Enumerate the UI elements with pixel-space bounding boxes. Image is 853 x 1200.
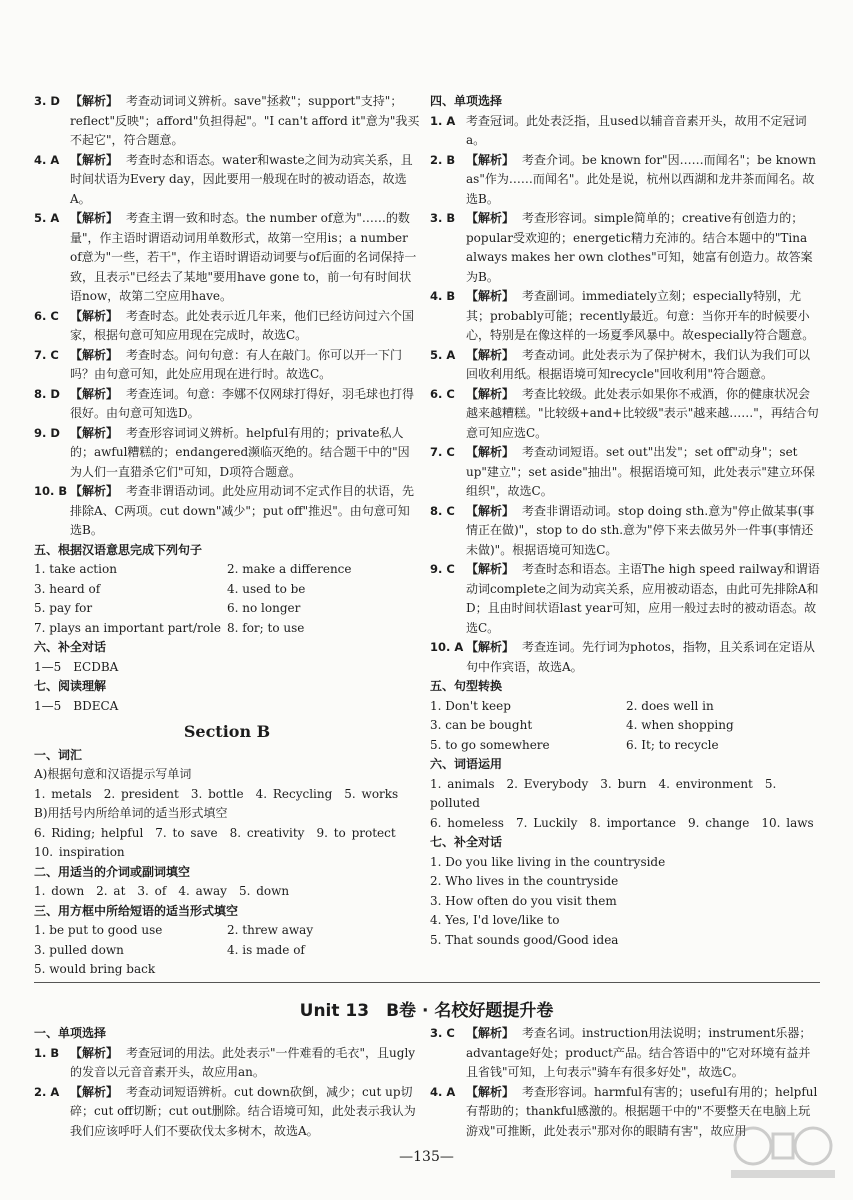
answer-cell: 3. heard of [34,581,101,596]
answer-number: 7. C [34,347,59,362]
answer-number: 6. C [430,386,455,401]
answer-item [34,151,420,210]
answer-item [430,385,822,444]
sub-heading: B)用括号内所给单词的适当形式填空 [34,806,228,820]
answer-explanation: 考查动词短语。set out"出发"；set off"动身"；set up"建立"；set aside"抽出"。根据语境可知，此处表示"建立环保组织"，故选C。 [466,445,815,498]
page-number: —135— [399,1149,454,1165]
answer-cell: 2. make a difference [227,562,352,576]
answer-item [34,209,420,307]
answer-explanation: 考查连词。句意：李娜不仅网球打得好，羽毛球也打得很好。由句意可知选D。 [70,386,415,420]
answer-number: 3. C [430,1026,455,1040]
answer-explanation: 考查非谓语动词。stop doing sth.意为"停止做某事(事情正在做)"，stop to do sth.意为"停下来去做另外一件事(事情还未做)"。根据语境可知选C。 [466,503,815,557]
analysis-tag: 【解析】 [466,211,515,225]
analysis-tag: 【解析】 [70,386,119,401]
answer-number: 2. B [430,152,456,167]
answer-explanation: 考查动词短语辨析。cut down砍倒，减少；cut up切碎；cut off切断；cut out删除。结合语境可知，此处表示我认为我们应该呼吁人们不要砍伐太多树木，故选A。 [70,1084,416,1138]
answer-cell: 6. no longer [227,601,301,615]
answer-number: 7. C [430,445,455,459]
answer-row [430,697,822,717]
answer-explanation: 考查时态和语态。主语The high speed railway和谓语动词complete之间为动宾关系，应用被动语态，由此可先排除A和D；且由时间状语last year可知，应用一般过去时的被动语态。故选C。 [466,562,820,635]
section-heading: 一、单项选择 [34,1026,107,1040]
answer-item [34,385,420,424]
answer-number: 8. C [430,503,455,518]
analysis-tag: 【解析】 [466,347,515,362]
answer-cell: 1. take action [34,562,117,576]
section-heading: 六、补全对话 [34,640,107,654]
answer-explanation: 考查冠词的用法。此处表示"一件难看的毛衣"，且ugly的发音以元音音素开头，故应用an。 [70,1045,416,1079]
analysis-tag: 【解析】 [466,640,515,654]
answer-number: 4. A [34,152,60,167]
analysis-tag: 【解析】 [466,445,515,459]
answer-cell: 5. would bring back [34,962,156,976]
answer-explanation: 考查形容词。simple简单的；creative有创造力的；popular受欢迎的；energetic精力充沛的。结合本题中的"Tina always makes her own clothes"可知，她富有创造力。故答案为B。 [466,211,813,284]
answer-explanation: 考查时态。此处表示近几年来，他们已经访问过六个国家，根据句意可知应用现在完成时，故选C。 [70,308,415,342]
answer-number: 8. D [34,386,60,401]
answer-number: 4. A [430,1084,456,1099]
answer-line: 1. down 2. at 3. of 4. away 5. down [34,884,290,898]
answer-row [430,736,822,756]
answer-item [34,346,420,385]
answer-explanation: 考查名词。instruction用法说明；instrument乐器；advantage好处；product产品。结合答语中的"它对环境有益并且省钱"可知，上句表示"骑车有很多好处"，故选C。 [466,1026,812,1079]
section-heading: 七、补全对话 [430,835,503,849]
section-divider [34,982,820,983]
answer-number: 9. C [430,562,455,576]
answer-cell: 3. pulled down [34,942,124,957]
left-column [34,92,420,980]
analysis-tag: 【解析】 [70,1045,119,1060]
answer-explanation: 考查时态。问句句意：有人在敲门。你可以开一下门吗？由句意可知，此处应用现在进行时。故选C。 [70,347,403,381]
answer-row [34,599,420,619]
answer-number: 10. B [34,484,68,498]
answer-row [430,716,822,736]
section-heading: 四、单项选择 [430,94,503,108]
answer-row [34,921,420,941]
answer-cell: 3. can be bought [430,718,533,732]
analysis-tag: 【解析】 [70,211,119,225]
answer-cell: 1. Don't keep [430,698,511,713]
answer-line: 1—5 ECDBA [34,659,119,674]
answer-line: 4. Yes, I'd love/like to [430,913,560,927]
answer-cell [227,960,420,980]
answer-line: 1. animals 2. Everybody 3. burn 4. environment 5. polluted [430,776,777,810]
answer-cell: 1. be put to good use [34,923,163,937]
answer-cell: 2. does well in [626,698,714,713]
answer-explanation: 考查主谓一致和时态。the number of意为"……的数量"，作主语时谓语动词用单数形式，故第一空用is；a number of意为"一些，若干"，作主语时谓语动词要与of后面的名词保持一致，且表示"已经去了某地"要用have gone to，前一句有时间状语now，故第二空应用have。 [70,211,417,303]
answer-row [34,580,420,600]
answer-explanation: 考查介词。be known for"因……而闻名"；be known as"作为……而闻名"。此处是说，杭州以西湖和龙井茶而闻名。故选B。 [466,152,816,206]
answer-item [430,209,822,287]
answer-line: 2. Who lives in the countryside [430,874,619,888]
answer-row [34,560,420,580]
section-heading: 七、阅读理解 [34,679,107,693]
answer-line: 3. How often do you visit them [430,893,617,908]
answer-number: 10. A [430,640,464,654]
analysis-tag: 【解析】 [70,425,119,440]
section-heading: 三、用方框中所给短语的适当形式填空 [34,903,239,918]
answer-item [430,346,822,385]
answer-cell: 4. when shopping [626,718,734,732]
answer-line: 1—5 BDECA [34,698,119,713]
answer-cell: 2. threw away [227,923,314,937]
answer-number: 1. B [34,1045,60,1060]
answer-item [34,482,420,541]
answer-number: 5. A [430,347,456,362]
answer-number: 2. A [34,1084,60,1099]
answer-line: 10. inspiration [34,845,125,859]
answer-line: 6. homeless 7. Luckily 8. importance 9. change 10. laws [430,815,814,830]
answer-item [430,638,822,677]
answer-number: 9. D [34,425,60,440]
answer-explanation: 考查非谓语动词。此处应用动词不定式作目的状语，先排除A、C两项。cut down"减少"；put off"推迟"。由句意可知选B。 [70,484,415,537]
analysis-tag: 【解析】 [70,308,119,323]
analysis-tag: 【解析】 [466,152,515,167]
analysis-tag: 【解析】 [70,94,119,108]
section-b-title: Section B [183,722,271,741]
answer-explanation: 考查时态和语态。water和waste之间为动宾关系，且时间状语为Every day，因此要用一般现在时的被动语态，故选A。 [70,152,413,206]
answer-item [430,1024,822,1083]
analysis-tag: 【解析】 [466,1084,515,1099]
answer-cell: 5. pay for [34,601,93,615]
answer-explanation: 考查形容词。harmful有害的；useful有用的；helpful有帮助的；thankful感激的。根据题干中的"不要整天在电脑上玩游戏"可推断，此处表示"那对你的眼睛有害"，故应用 [466,1084,818,1138]
answer-item [430,560,822,638]
answer-item [34,424,420,483]
section-heading: 二、用适当的介词或副词填空 [34,864,191,879]
analysis-tag: 【解析】 [466,289,515,303]
sub-heading: A)根据句意和汉语提示写单词 [34,767,192,781]
section-heading: 一、词汇 [34,747,83,762]
answer-explanation: 考查动词词义辨析。save"拯救"；support"支持"；reflect"反映"；afford"负担得起"。"I can't afford it"意为"我买不起它"，符合题意。 [70,94,420,147]
answer-row [34,941,420,961]
answer-item [430,287,822,346]
answer-number: 6. C [34,308,59,323]
answer-cell: 6. It; to recycle [626,737,719,752]
bottom-left-column [34,1024,420,1141]
section-heading: 六、词语运用 [430,757,503,771]
answer-row [34,619,420,639]
answer-cell: 7. plays an important part/role [34,620,221,635]
answer-explanation: 考查连词。先行词为photos，指物，且关系词在定语从句中作宾语，故选A。 [466,640,815,674]
answer-number: 4. B [430,289,456,303]
analysis-tag: 【解析】 [70,152,119,167]
answer-item [430,151,822,210]
answer-cell: 8. for; to use [227,620,305,635]
answer-number: 3. D [34,94,60,108]
answer-item [430,112,822,151]
right-column [430,92,822,950]
answer-item [34,92,420,151]
section-heading: 五、根据汉语意思完成下列句子 [34,542,203,557]
section-heading: 五、句型转换 [430,679,503,693]
answer-cell: 4. is made of [227,942,305,957]
analysis-tag: 【解析】 [70,484,119,498]
answer-cell: 5. to go somewhere [430,737,550,752]
answer-item [34,307,420,346]
answer-explanation: 考查副词。immediately立刻；especially特别，尤其；probably可能；recently最近。句意：当你开车的时候要小心，特别是在像这样的一场夏季风暴中。故especially符合题意。 [466,289,815,342]
answer-number: 1. A [430,113,456,128]
answer-line: 6. Riding; helpful 7. to save 8. creativity 9. to protect [34,825,396,840]
answer-number: 3. B [430,211,456,225]
answer-explanation: 考查比较级。此处表示如果你不戒酒，你的健康状况会越来越糟糕。"比较级+and+比较级"表示"越来越……"，再结合句意可知应选C。 [466,386,819,440]
answer-item [34,1083,420,1142]
answer-line: 5. That sounds good/Good idea [430,932,619,947]
answer-explanation: 考查冠词。此处表泛指，且used以辅音音素开头，故用不定冠词a。 [466,113,807,147]
answer-explanation: 考查形容词词义辨析。helpful有用的；private私人的；awful糟糕的；endangered濒临灭绝的。结合题干中的"因为人们一直猎杀它们"可知，D项符合题意。 [70,425,410,479]
unit-title: Unit 13 B卷 · 名校好题提升卷 [299,1001,554,1021]
answer-number: 5. A [34,211,60,225]
answer-line: 1. metals 2. president 3. bottle 4. Recycling 5. works [34,786,399,801]
analysis-tag: 【解析】 [466,1026,515,1040]
answer-explanation: 考查动词。此处表示为了保护树木，我们认为我们可以回收利用纸。根据语境可知recycle"回收利用"符合题意。 [466,347,811,381]
analysis-tag: 【解析】 [466,562,515,576]
answer-item [430,443,822,502]
watermark-logo [723,1122,843,1182]
answer-cell: 4. used to be [227,581,306,596]
answer-item [430,502,822,561]
answer-line: 1. Do you like living in the countryside [430,854,666,869]
analysis-tag: 【解析】 [466,386,515,401]
answer-row [34,960,420,980]
answer-item [34,1044,420,1083]
analysis-tag: 【解析】 [466,503,515,518]
analysis-tag: 【解析】 [70,347,119,362]
analysis-tag: 【解析】 [70,1084,119,1099]
